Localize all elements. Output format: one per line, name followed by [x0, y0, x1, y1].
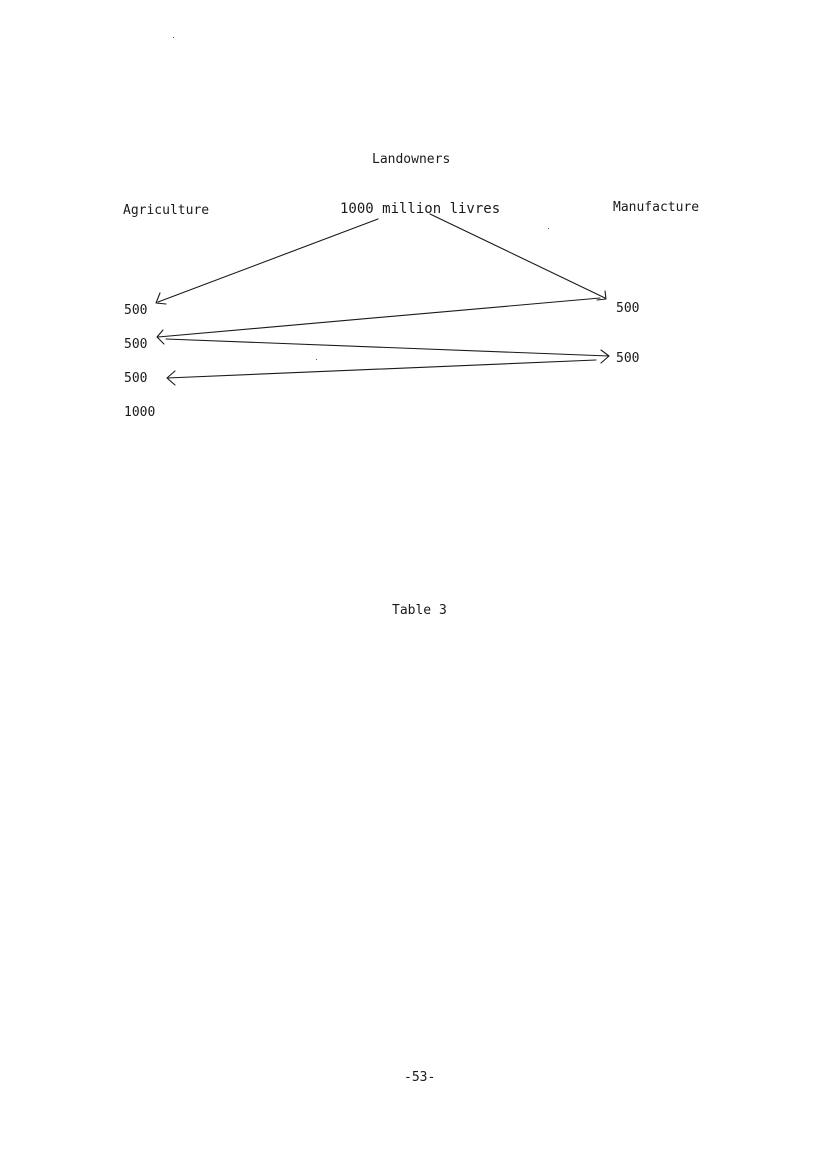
table-caption: Table 3	[392, 603, 447, 618]
landowners-label: Landowners	[372, 152, 451, 167]
arrow-landowners-to-agriculture	[156, 219, 378, 304]
agriculture-total: 1000	[124, 405, 156, 420]
manufacture-label: Manufacture	[613, 200, 700, 215]
page-number: -53-	[404, 1070, 436, 1085]
agriculture-value: 500	[124, 303, 148, 318]
arrow-manufacture-to-agriculture-2	[167, 360, 596, 385]
manufacture-value: 500	[616, 301, 640, 316]
agriculture-value: 500	[124, 371, 148, 386]
arrow-agriculture-to-manufacture	[166, 339, 609, 363]
agriculture-label: Agriculture	[123, 203, 210, 218]
arrow-manufacture-to-agriculture	[157, 298, 600, 344]
agriculture-value: 500	[124, 337, 148, 352]
manufacture-value: 500	[616, 351, 640, 366]
total-amount-label: 1000 million livres	[340, 201, 501, 217]
arrow-landowners-to-manufacture	[430, 214, 606, 300]
